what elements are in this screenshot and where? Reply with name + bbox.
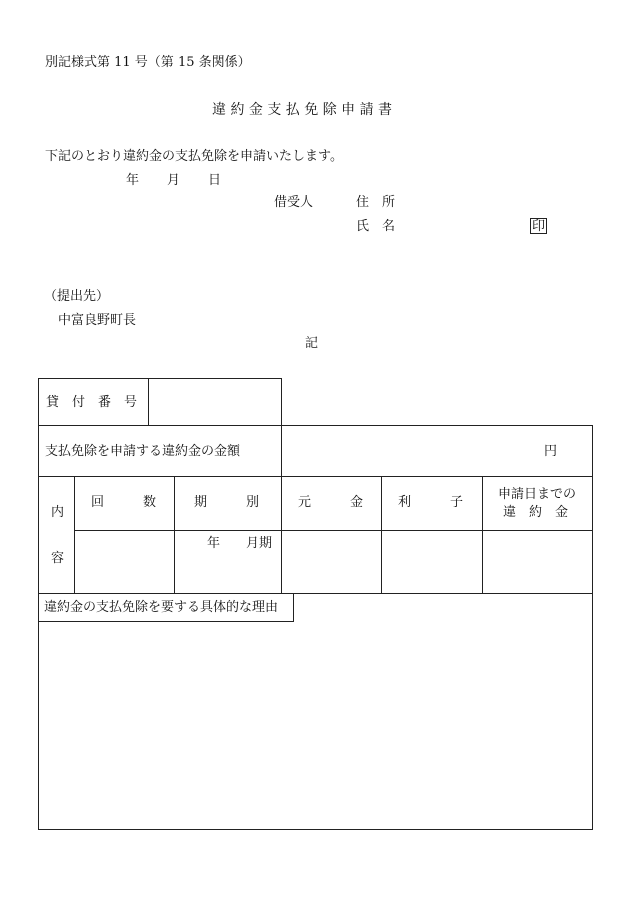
column-installments: 回 数 xyxy=(91,495,157,510)
applicant-role: 借受人 xyxy=(274,195,314,210)
recipient-name: 中富良野町長 xyxy=(58,313,137,328)
amount-unit: 円 xyxy=(544,444,558,459)
date-year: 年 xyxy=(126,173,140,188)
ki-label: 記 xyxy=(305,336,319,351)
intro-text: 下記のとおり違約金の支払免除を申請いたします。 xyxy=(45,149,343,164)
penalty-field[interactable] xyxy=(484,532,591,592)
column-period: 期 別 xyxy=(194,495,260,510)
date-day: 日 xyxy=(208,173,222,188)
principal-field[interactable] xyxy=(283,532,380,592)
recipient-label: （提出先） xyxy=(44,289,110,304)
amount-label: 支払免除を申請する違約金の金額 xyxy=(45,444,241,459)
interest-field[interactable] xyxy=(383,532,481,592)
amount-field[interactable] xyxy=(283,427,533,475)
document-title: 違 約 金 支 払 免 除 申 請 書 xyxy=(212,102,393,118)
breakdown-label-bottom: 容 xyxy=(51,551,65,566)
column-penalty-line1: 申請日までの xyxy=(498,487,577,502)
column-penalty-line2: 違 約 金 xyxy=(503,505,569,520)
loan-number-field[interactable] xyxy=(150,380,280,424)
column-interest: 利 子 xyxy=(398,495,464,510)
name-label: 氏 名 xyxy=(356,219,396,234)
column-principal: 元 金 xyxy=(298,495,364,510)
seal-mark: 印 xyxy=(532,219,546,234)
date-month: 月 xyxy=(167,173,181,188)
form-number: 別記様式第 11 号（第 15 条関係） xyxy=(45,55,251,70)
period-value: 年 月期 xyxy=(207,536,273,551)
reason-field[interactable] xyxy=(40,624,591,828)
installments-field[interactable] xyxy=(76,532,173,592)
breakdown-label-top: 内 xyxy=(51,505,65,520)
address-label: 住 所 xyxy=(356,195,396,210)
loan-number-label: 貸 付 番 号 xyxy=(46,395,138,410)
reason-label: 違約金の支払免除を要する具体的な理由 xyxy=(44,600,279,615)
